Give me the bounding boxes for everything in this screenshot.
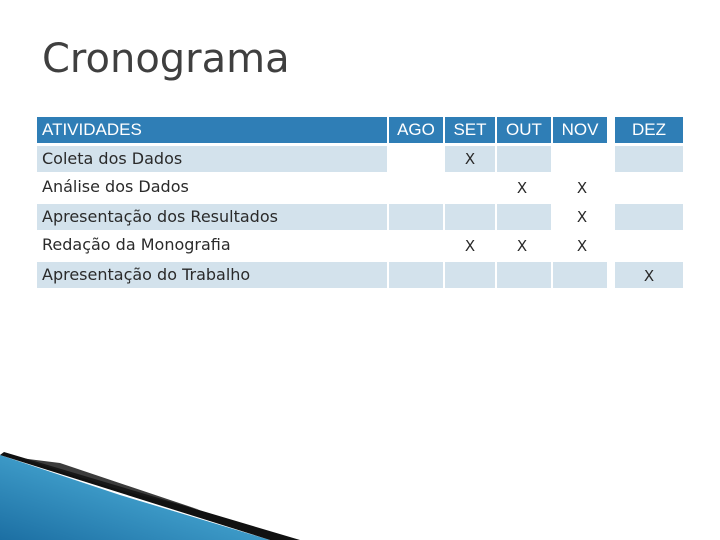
row-5-activity: Apresentação do Trabalho (37, 262, 387, 288)
row-4-activity: Redação da Monografia (42, 235, 231, 254)
mark-trabalho-dez: X (643, 267, 655, 285)
page-title: Cronograma (42, 36, 290, 82)
mark-coleta-set: X (464, 150, 476, 168)
mark-redacao-set: X (464, 237, 476, 255)
mark-redacao-nov: X (576, 237, 588, 255)
month-header-nov: NOV (553, 117, 607, 143)
month-header-ago: AGO (389, 117, 443, 143)
row-5-shade-out (497, 262, 551, 288)
row-5-shade-nov (553, 262, 607, 288)
row-5-shade-ago (389, 262, 443, 288)
mark-analise-nov: X (576, 179, 588, 197)
month-header-dez: DEZ (615, 117, 683, 143)
mark-resultados-nov: X (576, 208, 588, 226)
month-header-out: OUT (497, 117, 551, 143)
row-1-shade-out (497, 146, 551, 172)
row-1-activity: Coleta dos Dados (37, 146, 387, 172)
mark-analise-out: X (516, 179, 528, 197)
row-3-shade-ago (389, 204, 443, 230)
row-3-shade-dez (615, 204, 683, 230)
row-3-activity: Apresentação dos Resultados (37, 204, 387, 230)
activities-header: ATIVIDADES (37, 117, 387, 143)
row-5-shade-set (445, 262, 495, 288)
mark-redacao-out: X (516, 237, 528, 255)
row-1-shade-dez (615, 146, 683, 172)
row-2-activity: Análise dos Dados (42, 177, 189, 196)
row-3-shade-out (497, 204, 551, 230)
row-3-shade-set (445, 204, 495, 230)
month-header-set: SET (445, 117, 495, 143)
